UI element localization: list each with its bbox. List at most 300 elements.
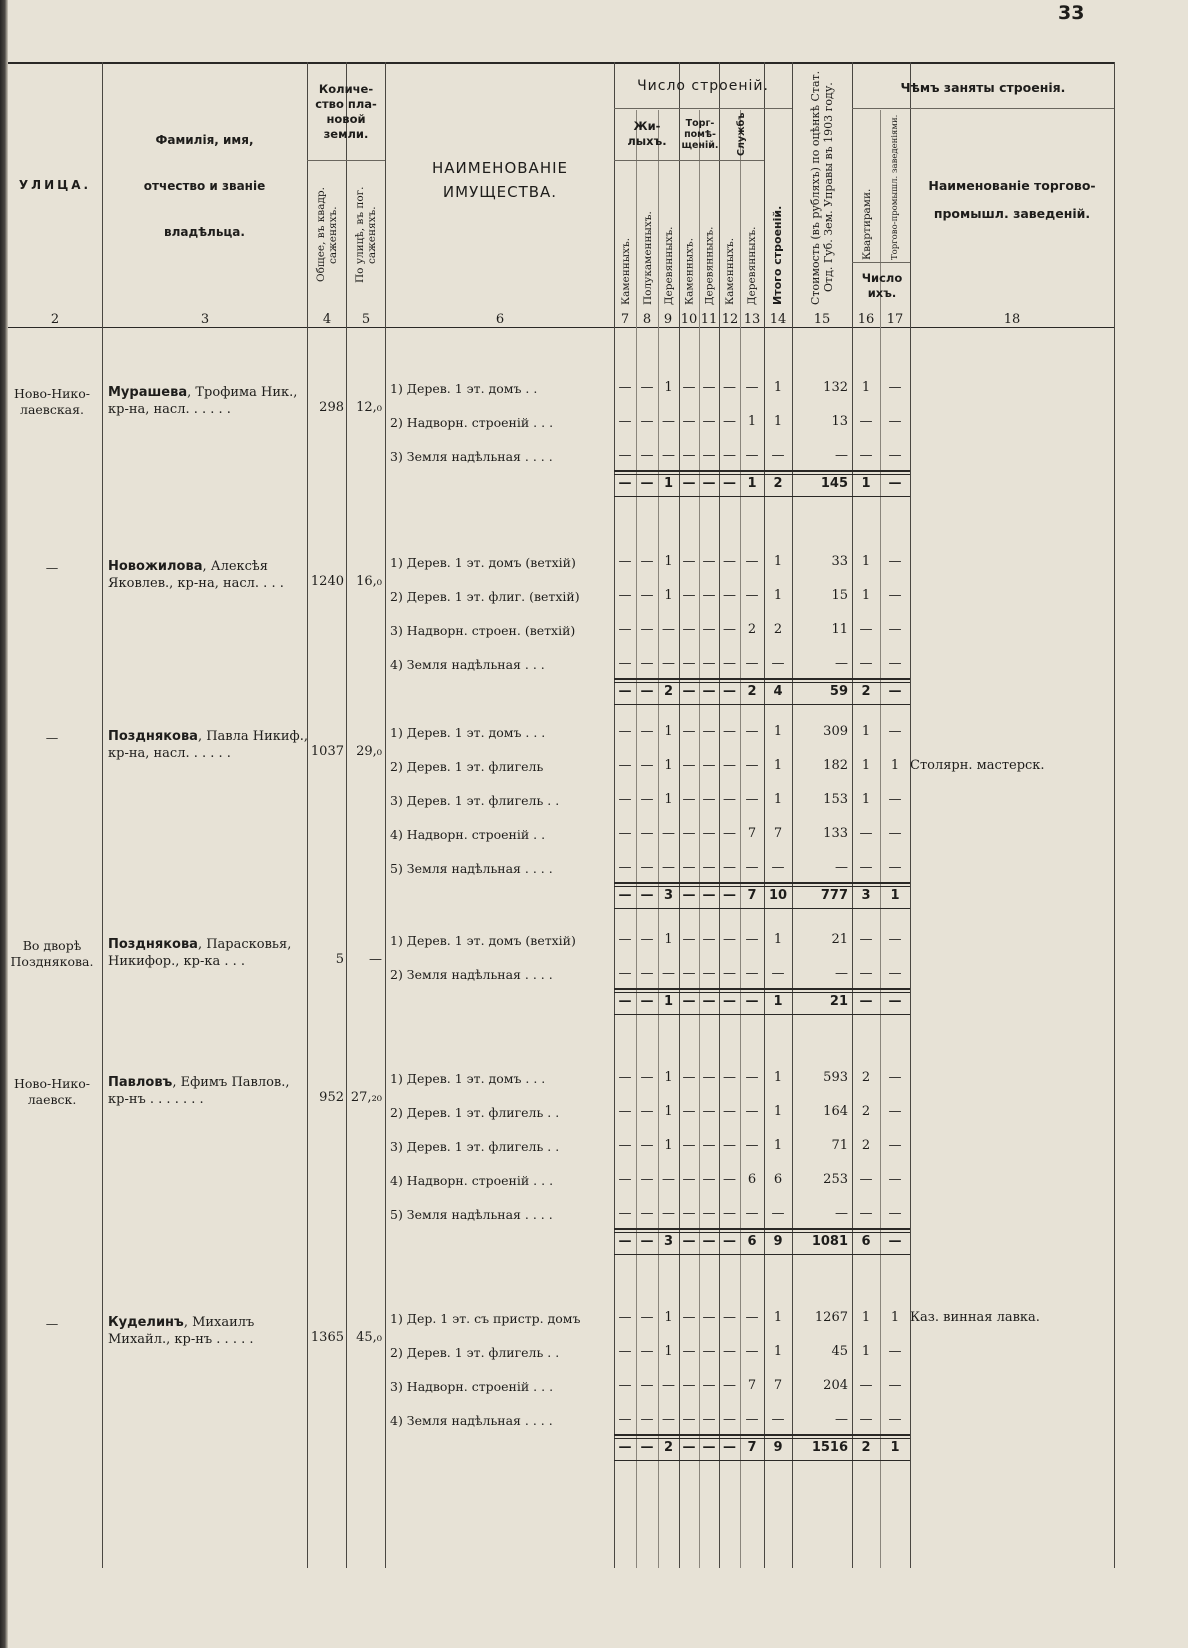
- cell-c9: 1: [664, 554, 673, 569]
- property-item: 4) Надворн. строеній . . .: [390, 1173, 554, 1188]
- cell-c17: —: [888, 932, 902, 947]
- cell-c14: 1: [773, 792, 783, 807]
- property-item: 3) Земля надѣльная . . . .: [390, 449, 553, 464]
- property-item: 3) Надворн. строен. (ветхій): [390, 623, 576, 638]
- cell-c10: —: [682, 792, 696, 807]
- cell-c9: 1: [664, 932, 673, 947]
- total-c8: —: [640, 994, 654, 1009]
- land-street-value: 45,₀: [356, 1330, 382, 1345]
- cell-c7: —: [618, 966, 632, 981]
- cell-c9: —: [662, 1412, 675, 1427]
- total-c14: 9: [773, 1440, 783, 1455]
- total-bottom-rule: [614, 1254, 910, 1255]
- property-item: 2) Дерев. 1 эт. флигель . .: [390, 1345, 560, 1360]
- cell-c7: —: [618, 588, 632, 603]
- cell-c10: —: [682, 622, 696, 637]
- service-stone-header: Каменныхъ.: [724, 237, 736, 305]
- service-wooden-header: Деревянныхъ.: [746, 226, 758, 305]
- cell-c14: 1: [773, 758, 783, 773]
- cell-c16: 1: [861, 792, 871, 807]
- cell-c9: —: [662, 1378, 675, 1393]
- column-number: 18: [1003, 312, 1021, 327]
- total-c15: 21: [829, 994, 848, 1009]
- cell-c15: —: [835, 1206, 848, 1221]
- cell-c17: —: [888, 1412, 902, 1427]
- cell-c14: 1: [773, 1310, 783, 1325]
- cell-c17: 1: [890, 1310, 900, 1325]
- cell-c8: —: [640, 414, 654, 429]
- cell-c8: —: [640, 932, 654, 947]
- total-c14: 10: [768, 888, 788, 903]
- cell-c8: —: [640, 1138, 654, 1153]
- total-c7: —: [618, 476, 632, 491]
- cell-c11: —: [702, 554, 716, 569]
- cell-c7: —: [618, 622, 632, 637]
- cell-c12: —: [723, 966, 736, 981]
- cell-c7: —: [618, 758, 632, 773]
- cell-c12: —: [723, 792, 736, 807]
- cell-c12: —: [723, 380, 736, 395]
- total-c16: 6: [861, 1234, 871, 1249]
- cell-c13: —: [745, 1070, 759, 1085]
- cell-c12: —: [723, 656, 736, 671]
- cell-c7: —: [618, 1104, 632, 1119]
- cell-c11: —: [702, 622, 716, 637]
- header-sub-rule: [614, 108, 792, 109]
- cell-c7: —: [618, 1310, 632, 1325]
- count-header: Число ихъ.: [861, 271, 903, 300]
- owner-details: , Михаилъ Михайл., кр-нъ . . . . .: [108, 1315, 255, 1347]
- cell-c8: —: [640, 1070, 654, 1085]
- total-c15: 1516: [811, 1440, 848, 1455]
- residential-header: Жи-лыхъ.: [627, 119, 667, 148]
- cell-c15: 33: [831, 554, 848, 569]
- cell-c9: —: [662, 622, 675, 637]
- street-name: Во дворѣ Позднякова.: [10, 938, 94, 969]
- cell-c17: —: [888, 860, 902, 875]
- owner-name: [108, 936, 308, 970]
- cell-c13: —: [745, 656, 759, 671]
- cell-c11: —: [702, 380, 716, 395]
- cell-c12: —: [723, 932, 736, 947]
- total-c11: —: [702, 1234, 716, 1249]
- cell-c10: —: [682, 1412, 696, 1427]
- column-number: 11: [700, 312, 718, 327]
- total-c16: 2: [861, 1440, 871, 1455]
- owner-details: , Павла Никиф., кр-на, насл. . . . . .: [108, 729, 308, 761]
- col-divider: [385, 62, 386, 1568]
- total-c17: —: [888, 1234, 902, 1249]
- header-sub-rule: [307, 160, 385, 161]
- cell-c12: —: [723, 1104, 736, 1119]
- cell-c16: —: [859, 1206, 873, 1221]
- cell-c15: —: [835, 860, 848, 875]
- trade-wooden-header: Деревянныхъ.: [703, 226, 716, 305]
- cell-c12: —: [723, 588, 736, 603]
- cell-c13: —: [745, 1412, 759, 1427]
- cell-c10: —: [682, 1310, 696, 1325]
- total-bottom-rule: [614, 496, 910, 497]
- cell-c10: —: [682, 1104, 696, 1119]
- cell-c17: —: [888, 1138, 902, 1153]
- cell-c15: 1267: [814, 1310, 848, 1325]
- cell-c17: —: [888, 1206, 902, 1221]
- property-item: 5) Земля надѣльная . . . .: [390, 861, 553, 876]
- cell-c7: —: [618, 1344, 632, 1359]
- trade-premises-header: Торг-помѣ-щеній.: [681, 117, 719, 151]
- page-number: 33: [1058, 2, 1085, 24]
- total-rule: [614, 988, 910, 993]
- cell-c14: 7: [773, 1378, 783, 1393]
- street-name: —: [45, 1316, 59, 1331]
- total-c14: 2: [773, 476, 783, 491]
- total-rule: [614, 1434, 910, 1439]
- cell-c14: —: [771, 1206, 785, 1221]
- cell-c7: —: [618, 1070, 632, 1085]
- cell-c10: —: [682, 588, 696, 603]
- cell-c14: 2: [773, 622, 783, 637]
- owner-surname: Позднякова: [108, 937, 198, 952]
- total-bottom-rule: [614, 908, 910, 909]
- cell-c10: —: [682, 1344, 696, 1359]
- cell-c13: 7: [747, 1378, 757, 1393]
- column-number: 15: [813, 312, 831, 327]
- apartments-header: Квартирами.: [861, 188, 873, 260]
- total-c7: —: [618, 684, 632, 699]
- street-name: —: [45, 730, 59, 745]
- land-total-value: 952: [319, 1090, 344, 1105]
- cell-c17: —: [888, 414, 902, 429]
- cell-c11: —: [702, 588, 716, 603]
- cell-c13: —: [745, 932, 759, 947]
- cell-c11: —: [702, 1172, 716, 1187]
- table-right-edge: [1114, 62, 1115, 1568]
- cell-c16: —: [859, 1412, 873, 1427]
- total-rule: [614, 470, 910, 475]
- total-c8: —: [640, 1440, 654, 1455]
- cell-c15: 253: [823, 1172, 848, 1187]
- land-street-value: —: [369, 952, 382, 967]
- property-item: 2) Дерев. 1 эт. флиг. (ветхій): [390, 589, 580, 604]
- cell-c15: 164: [823, 1104, 848, 1119]
- cell-c7: —: [618, 1172, 632, 1187]
- cell-c13: 7: [747, 826, 757, 841]
- column-number: 7: [620, 312, 630, 327]
- cell-c17: 1: [890, 758, 900, 773]
- cell-c16: 1: [861, 588, 871, 603]
- cell-c11: —: [702, 1310, 716, 1325]
- cell-c8: —: [640, 380, 654, 395]
- total-c7: —: [618, 994, 632, 1009]
- cell-c16: 1: [861, 554, 871, 569]
- cell-c16: 1: [861, 1344, 871, 1359]
- cell-c13: —: [745, 554, 759, 569]
- column-number: 14: [769, 312, 787, 327]
- cell-c17: —: [888, 792, 902, 807]
- cell-c8: —: [640, 1310, 654, 1325]
- column-number: 5: [361, 312, 371, 327]
- total-c10: —: [682, 476, 696, 491]
- cell-c16: 1: [861, 724, 871, 739]
- cell-c15: 182: [823, 758, 848, 773]
- owner-details: , Алексѣя Яковлев., кр-на, насл. . . .: [108, 559, 284, 591]
- land-street-value: 16,₀: [356, 574, 382, 589]
- total-c8: —: [640, 684, 654, 699]
- cell-c8: —: [640, 758, 654, 773]
- total-c16: 3: [861, 888, 871, 903]
- cell-c17: —: [888, 588, 902, 603]
- total-c15: 1081: [811, 1234, 848, 1249]
- page-binding-edge: [0, 0, 8, 1648]
- cell-c14: 1: [773, 1344, 783, 1359]
- cell-c9: 1: [664, 1344, 673, 1359]
- cell-c7: —: [618, 380, 632, 395]
- property-item: 5) Земля надѣльная . . . .: [390, 1207, 553, 1222]
- cell-c14: —: [771, 860, 785, 875]
- cell-c11: —: [702, 1104, 716, 1119]
- cell-c10: —: [682, 1206, 696, 1221]
- cell-c14: 1: [773, 554, 783, 569]
- cell-c13: —: [745, 792, 759, 807]
- cell-c8: —: [640, 724, 654, 739]
- header-sub-rule: [614, 160, 764, 161]
- cell-c7: —: [618, 1206, 632, 1221]
- owner-name: [108, 1314, 308, 1348]
- cell-c7: —: [618, 656, 632, 671]
- cell-c9: —: [662, 414, 675, 429]
- property-header: НАИМЕНОВАНІЕ ИМУЩЕСТВА.: [432, 159, 568, 201]
- header-sub-rule: [852, 262, 910, 263]
- owner-details: , Трофима Ник., кр-на, насл. . . . . .: [108, 385, 298, 417]
- cell-c12: —: [723, 414, 736, 429]
- cell-c7: —: [618, 448, 632, 463]
- total-c10: —: [682, 994, 696, 1009]
- owner-header-line3: владѣльца.: [164, 224, 245, 239]
- cell-c17: —: [888, 380, 902, 395]
- property-item: 2) Дерев. 1 эт. флигель . .: [390, 1105, 560, 1120]
- cell-c15: 593: [823, 1070, 848, 1085]
- cell-c17: —: [888, 1070, 902, 1085]
- owner-header-line2: отчество и званіе: [143, 178, 266, 193]
- cell-c16: 1: [861, 1310, 871, 1325]
- cell-c17: —: [888, 656, 902, 671]
- cell-c9: 1: [664, 1104, 673, 1119]
- cell-c8: —: [640, 622, 654, 637]
- cell-c9: —: [662, 860, 675, 875]
- column-number: 6: [495, 312, 505, 327]
- total-c16: —: [859, 994, 873, 1009]
- cell-c12: —: [723, 1378, 736, 1393]
- cell-c9: 1: [664, 792, 673, 807]
- total-c7: —: [618, 1440, 632, 1455]
- land-total-value: 5: [335, 952, 344, 967]
- owner-name: [108, 558, 308, 592]
- trade-industrial-header: Торгово-промышл. заведеніями.: [890, 114, 900, 260]
- property-item: 1) Дер. 1 эт. съ пристр. домъ: [390, 1311, 581, 1326]
- total-c10: —: [682, 1234, 696, 1249]
- cell-c8: —: [640, 1378, 654, 1393]
- total-c11: —: [702, 1440, 716, 1455]
- cell-c13: —: [745, 1104, 759, 1119]
- cell-c13: —: [745, 448, 759, 463]
- cell-c14: 1: [773, 724, 783, 739]
- cell-c10: —: [682, 1070, 696, 1085]
- cell-c11: —: [702, 1070, 716, 1085]
- cell-c17: —: [888, 1104, 902, 1119]
- total-c13: 6: [747, 1234, 757, 1249]
- cell-c15: 13: [831, 414, 848, 429]
- occupied-group-header: Чѣмъ заняты строенія.: [900, 79, 1066, 95]
- cell-c13: 1: [747, 414, 757, 429]
- cell-c14: 1: [773, 1138, 783, 1153]
- cell-c17: —: [888, 1344, 902, 1359]
- semistone-header: Полукаменныхъ.: [642, 211, 654, 305]
- cell-c8: —: [640, 1206, 654, 1221]
- property-item: 1) Дерев. 1 эт. домъ (ветхій): [390, 555, 576, 570]
- cell-c8: —: [640, 656, 654, 671]
- col-divider: [102, 62, 103, 1568]
- total-c13: —: [745, 994, 759, 1009]
- total-c7: —: [618, 1234, 632, 1249]
- cell-c16: —: [859, 622, 873, 637]
- total-c14: 4: [773, 684, 783, 699]
- cell-c9: 1: [664, 1070, 673, 1085]
- cell-c8: —: [640, 860, 654, 875]
- cell-c11: —: [702, 860, 716, 875]
- table-top-rule: [8, 62, 1115, 64]
- cell-c9: —: [662, 1172, 675, 1187]
- cell-c14: —: [771, 448, 785, 463]
- total-c9: 1: [663, 476, 674, 491]
- property-item: 3) Дерев. 1 эт. флигель . .: [390, 793, 560, 808]
- cell-c16: —: [859, 932, 873, 947]
- column-number: 9: [663, 312, 673, 327]
- total-c11: —: [702, 888, 716, 903]
- land-street-value: 27,₂₀: [350, 1090, 382, 1105]
- property-item: 2) Надворн. строеній . . .: [390, 415, 554, 430]
- cell-c10: —: [682, 414, 696, 429]
- cell-c12: —: [723, 1206, 736, 1221]
- cell-c11: —: [702, 414, 716, 429]
- total-c17: —: [888, 684, 902, 699]
- column-number: 17: [886, 312, 904, 327]
- cell-c10: —: [682, 1172, 696, 1187]
- cell-c17: —: [888, 622, 902, 637]
- owner-details: , Ефимъ Павлов., кр-нъ . . . . . . .: [108, 1075, 290, 1107]
- cell-c8: —: [640, 826, 654, 841]
- total-c11: —: [702, 994, 716, 1009]
- cell-c8: —: [640, 1104, 654, 1119]
- total-c13: 2: [747, 684, 757, 699]
- cell-c8: —: [640, 1412, 654, 1427]
- owner-name: [108, 1074, 308, 1108]
- cell-c16: 1: [861, 380, 871, 395]
- cell-c11: —: [702, 792, 716, 807]
- street-name: Ново-Нико-лаевская.: [13, 386, 90, 417]
- total-c12: —: [723, 888, 736, 903]
- total-c17: 1: [890, 888, 900, 903]
- total-c8: —: [640, 1234, 654, 1249]
- property-item: 4) Земля надѣльная . . . .: [390, 1413, 553, 1428]
- cell-c14: —: [771, 656, 785, 671]
- land-total-value: 1037: [310, 744, 344, 759]
- column-number: 16: [857, 312, 875, 327]
- cell-c12: —: [723, 1172, 736, 1187]
- cell-c8: —: [640, 1172, 654, 1187]
- cell-c7: —: [618, 554, 632, 569]
- total-c17: 1: [890, 1440, 900, 1455]
- cell-c13: —: [745, 724, 759, 739]
- cell-c11: —: [702, 758, 716, 773]
- header-sub-rule: [852, 108, 1114, 109]
- street-header: УЛИЦА.: [18, 177, 92, 192]
- cell-c9: 1: [664, 1138, 673, 1153]
- owner-name: [108, 728, 308, 762]
- enterprise-name: Каз. винная лавка.: [910, 1310, 1040, 1325]
- total-rule: [614, 882, 910, 887]
- cell-c10: —: [682, 1138, 696, 1153]
- cell-c16: —: [859, 826, 873, 841]
- cell-c12: —: [723, 758, 736, 773]
- column-number: 8: [642, 312, 652, 327]
- cell-c15: 15: [831, 588, 848, 603]
- property-item: 2) Земля надѣльная . . . .: [390, 967, 553, 982]
- cell-c13: —: [745, 1344, 759, 1359]
- cell-c17: —: [888, 826, 902, 841]
- cell-c14: 1: [773, 932, 783, 947]
- trade-stone-header: Каменныхъ.: [683, 237, 696, 305]
- cell-c14: 1: [773, 1070, 783, 1085]
- cell-c15: 204: [823, 1378, 848, 1393]
- value-header: Стоимость (въ рубляхъ) по оцѣнкѣ Стат. Отд. Губ. Зем. Управы въ 1903 году.: [809, 70, 835, 305]
- land-total-value: 1240: [310, 574, 344, 589]
- cell-c14: 1: [773, 380, 783, 395]
- cell-c8: —: [640, 588, 654, 603]
- total-c15: 59: [829, 684, 848, 699]
- total-bottom-rule: [614, 1460, 910, 1461]
- property-item: 4) Надворн. строеній . .: [390, 827, 546, 842]
- property-item: 1) Дерев. 1 эт. домъ (ветхій): [390, 933, 576, 948]
- total-c10: —: [682, 1440, 696, 1455]
- cell-c17: —: [888, 448, 902, 463]
- total-c15: 145: [820, 476, 848, 491]
- column-number: 13: [743, 312, 761, 327]
- cell-c13: —: [745, 1310, 759, 1325]
- cell-c7: —: [618, 1138, 632, 1153]
- owner-surname: Куделинъ: [108, 1315, 184, 1330]
- cell-c11: —: [702, 656, 716, 671]
- column-number: 4: [322, 312, 332, 327]
- total-c7: —: [618, 888, 632, 903]
- total-c9: 2: [663, 684, 674, 699]
- total-c13: 7: [747, 888, 757, 903]
- total-c11: —: [702, 476, 716, 491]
- cell-c10: —: [682, 932, 696, 947]
- total-rule: [614, 1228, 910, 1233]
- cell-c10: —: [682, 860, 696, 875]
- cell-c8: —: [640, 966, 654, 981]
- cell-c9: 1: [664, 1310, 673, 1325]
- cell-c16: —: [859, 448, 873, 463]
- cell-c11: —: [702, 724, 716, 739]
- cell-c13: 2: [747, 622, 757, 637]
- total-c15: 777: [820, 888, 848, 903]
- total-c12: —: [723, 1234, 736, 1249]
- cell-c11: —: [702, 1206, 716, 1221]
- property-item: 3) Надворн. строеній . . .: [390, 1379, 554, 1394]
- cell-c8: —: [640, 1344, 654, 1359]
- total-c11: —: [702, 684, 716, 699]
